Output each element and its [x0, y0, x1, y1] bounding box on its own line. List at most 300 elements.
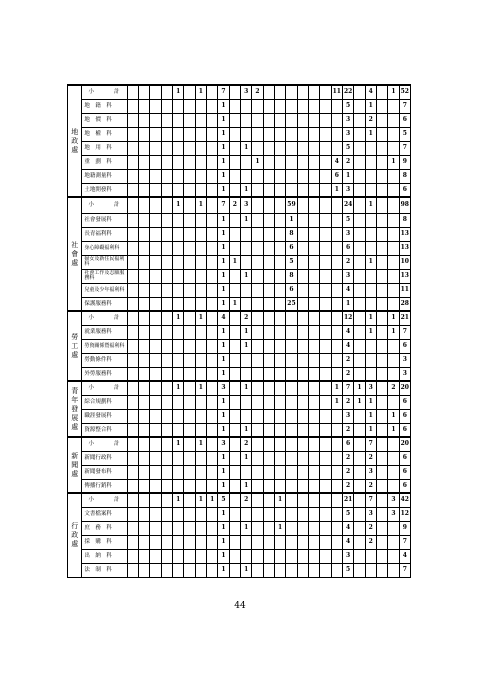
value-cell: [195, 183, 206, 197]
value-cell: [207, 339, 218, 353]
value-cell: [252, 549, 263, 563]
value-cell: [308, 493, 319, 507]
table-row: [68, 113, 411, 127]
value-cell: 2: [365, 479, 376, 493]
item-label: 綜合規劃科: [82, 395, 127, 409]
unit-label: 勞工處: [68, 311, 82, 381]
value-cell: 8: [399, 213, 410, 227]
value-cell: [308, 353, 319, 367]
value-cell: [184, 409, 195, 423]
item-label: 出 納 科: [82, 549, 127, 563]
value-cell: [286, 183, 297, 197]
value-cell: 1: [241, 423, 252, 437]
value-cell: [274, 409, 285, 423]
value-cell: [286, 493, 297, 507]
value-cell: [263, 437, 274, 451]
value-cell: [207, 563, 218, 577]
value-cell: [365, 283, 376, 297]
value-cell: [150, 213, 161, 227]
value-cell: [161, 437, 172, 451]
value-cell: [184, 283, 195, 297]
value-cell: [286, 507, 297, 521]
value-cell: 6: [399, 479, 410, 493]
value-cell: 11: [399, 283, 410, 297]
value-cell: [252, 113, 263, 127]
value-cell: [263, 549, 274, 563]
value-cell: 1: [218, 409, 229, 423]
value-cell: 1: [218, 141, 229, 155]
value-cell: [365, 297, 376, 311]
value-cell: [331, 563, 342, 577]
value-cell: [184, 395, 195, 409]
table-row: [68, 507, 411, 521]
value-cell: [184, 85, 195, 99]
value-cell: [252, 197, 263, 213]
value-cell: [308, 269, 319, 283]
value-cell: [308, 297, 319, 311]
subtotal-row: [68, 311, 411, 325]
item-label: 新聞發布科: [82, 465, 127, 479]
value-cell: [150, 507, 161, 521]
value-cell: [150, 127, 161, 141]
value-cell: [274, 297, 285, 311]
value-cell: [195, 227, 206, 241]
value-cell: [241, 169, 252, 183]
value-cell: 4: [342, 339, 353, 353]
value-cell: [286, 155, 297, 169]
value-cell: [297, 423, 308, 437]
value-cell: [388, 113, 399, 127]
value-cell: 1: [173, 85, 184, 99]
value-cell: [263, 269, 274, 283]
value-cell: [297, 325, 308, 339]
value-cell: [331, 227, 342, 241]
table-row: [68, 169, 411, 183]
value-cell: [308, 227, 319, 241]
value-cell: [263, 155, 274, 169]
value-cell: [308, 325, 319, 339]
value-cell: [365, 549, 376, 563]
value-cell: [252, 521, 263, 535]
value-cell: [139, 213, 150, 227]
value-cell: [173, 283, 184, 297]
value-cell: 1: [241, 521, 252, 535]
value-cell: [207, 479, 218, 493]
value-cell: [297, 395, 308, 409]
value-cell: [161, 85, 172, 99]
value-cell: [274, 479, 285, 493]
value-cell: [376, 183, 387, 197]
value-cell: 2: [365, 535, 376, 549]
unit-label: 地政處: [68, 85, 82, 197]
value-cell: [252, 213, 263, 227]
value-cell: [286, 339, 297, 353]
value-cell: [274, 353, 285, 367]
value-cell: 59: [286, 197, 297, 213]
table-row: [68, 183, 411, 197]
value-cell: 5: [218, 493, 229, 507]
value-cell: [139, 451, 150, 465]
value-cell: [320, 113, 331, 127]
value-cell: [127, 255, 138, 269]
value-cell: 1: [365, 127, 376, 141]
value-cell: [229, 85, 240, 99]
value-cell: [161, 213, 172, 227]
value-cell: 25: [286, 297, 297, 311]
value-cell: [184, 549, 195, 563]
item-label: 勞資關係暨福利科: [82, 339, 127, 353]
value-cell: [297, 535, 308, 549]
value-cell: [354, 549, 365, 563]
value-cell: [127, 465, 138, 479]
value-cell: [161, 155, 172, 169]
value-cell: 7: [399, 535, 410, 549]
value-cell: [207, 409, 218, 423]
value-cell: [229, 451, 240, 465]
value-cell: [308, 535, 319, 549]
value-cell: [331, 325, 342, 339]
value-cell: [365, 213, 376, 227]
value-cell: [286, 563, 297, 577]
value-cell: [331, 127, 342, 141]
value-cell: 3: [342, 183, 353, 197]
value-cell: [331, 465, 342, 479]
value-cell: [252, 99, 263, 113]
value-cell: [252, 127, 263, 141]
value-cell: 3: [365, 381, 376, 395]
value-cell: [139, 549, 150, 563]
value-cell: [354, 353, 365, 367]
value-cell: [150, 155, 161, 169]
value-cell: 6: [342, 241, 353, 255]
value-cell: [161, 325, 172, 339]
value-cell: [308, 437, 319, 451]
value-cell: [286, 367, 297, 381]
value-cell: [150, 353, 161, 367]
value-cell: [241, 255, 252, 269]
value-cell: [354, 113, 365, 127]
value-cell: [388, 353, 399, 367]
value-cell: [274, 113, 285, 127]
value-cell: 2: [252, 85, 263, 99]
value-cell: [263, 227, 274, 241]
value-cell: [286, 535, 297, 549]
value-cell: [139, 423, 150, 437]
value-cell: [207, 535, 218, 549]
item-label: 就業服務科: [82, 325, 127, 339]
value-cell: 1: [173, 311, 184, 325]
value-cell: 2: [342, 367, 353, 381]
value-cell: 9: [399, 521, 410, 535]
value-cell: [127, 535, 138, 549]
value-cell: [127, 99, 138, 113]
value-cell: [388, 297, 399, 311]
value-cell: [184, 213, 195, 227]
value-cell: [331, 339, 342, 353]
value-cell: [263, 169, 274, 183]
value-cell: 3: [399, 353, 410, 367]
value-cell: 1: [195, 493, 206, 507]
value-cell: [150, 241, 161, 255]
value-cell: [376, 213, 387, 227]
value-cell: [184, 255, 195, 269]
value-cell: [173, 99, 184, 113]
value-cell: [354, 451, 365, 465]
value-cell: [161, 549, 172, 563]
unit-label: 青年發展處: [68, 381, 82, 437]
value-cell: 2: [365, 521, 376, 535]
value-cell: [263, 325, 274, 339]
value-cell: [274, 241, 285, 255]
value-cell: [274, 311, 285, 325]
value-cell: [320, 311, 331, 325]
value-cell: 2: [342, 155, 353, 169]
value-cell: [161, 183, 172, 197]
value-cell: [388, 451, 399, 465]
value-cell: [161, 535, 172, 549]
value-cell: [150, 423, 161, 437]
table-row: [68, 297, 411, 311]
value-cell: [320, 549, 331, 563]
value-cell: [139, 283, 150, 297]
value-cell: [320, 521, 331, 535]
value-cell: [127, 493, 138, 507]
value-cell: [388, 339, 399, 353]
value-cell: [184, 241, 195, 255]
value-cell: 3: [342, 127, 353, 141]
value-cell: [184, 155, 195, 169]
value-cell: [320, 367, 331, 381]
value-cell: [354, 297, 365, 311]
value-cell: [184, 423, 195, 437]
value-cell: 2: [342, 353, 353, 367]
table-row: [68, 479, 411, 493]
value-cell: [195, 549, 206, 563]
value-cell: [195, 241, 206, 255]
value-cell: [173, 353, 184, 367]
value-cell: 7: [399, 325, 410, 339]
value-cell: 4: [342, 283, 353, 297]
value-cell: [320, 99, 331, 113]
value-cell: [184, 535, 195, 549]
value-cell: 1: [218, 563, 229, 577]
value-cell: [297, 339, 308, 353]
value-cell: [127, 141, 138, 155]
value-cell: [150, 395, 161, 409]
value-cell: [286, 549, 297, 563]
value-cell: [127, 451, 138, 465]
value-cell: [184, 507, 195, 521]
table-row: [68, 99, 411, 113]
value-cell: 2: [241, 493, 252, 507]
value-cell: [308, 339, 319, 353]
value-cell: [241, 155, 252, 169]
value-cell: 1: [218, 367, 229, 381]
value-cell: 6: [399, 409, 410, 423]
table-row: [68, 283, 411, 297]
value-cell: [161, 451, 172, 465]
value-cell: [184, 127, 195, 141]
subtotal-row: [68, 437, 411, 451]
value-cell: [331, 423, 342, 437]
value-cell: 21: [342, 493, 353, 507]
value-cell: [354, 197, 365, 213]
value-cell: 2: [342, 465, 353, 479]
unit-label: 新聞處: [68, 437, 82, 493]
value-cell: 13: [399, 269, 410, 283]
value-cell: 98: [399, 197, 410, 213]
value-cell: [297, 283, 308, 297]
value-cell: 1: [331, 381, 342, 395]
value-cell: [376, 297, 387, 311]
value-cell: [207, 197, 218, 213]
value-cell: [274, 339, 285, 353]
value-cell: [139, 155, 150, 169]
value-cell: [286, 99, 297, 113]
value-cell: [308, 465, 319, 479]
value-cell: [320, 241, 331, 255]
value-cell: [139, 183, 150, 197]
value-cell: [320, 465, 331, 479]
value-cell: [286, 409, 297, 423]
value-cell: [161, 507, 172, 521]
value-cell: [241, 465, 252, 479]
value-cell: [308, 311, 319, 325]
value-cell: 1: [365, 395, 376, 409]
value-cell: [184, 269, 195, 283]
value-cell: 5: [286, 255, 297, 269]
item-label: 法 制 科: [82, 563, 127, 577]
value-cell: [320, 213, 331, 227]
value-cell: [354, 227, 365, 241]
value-cell: [161, 367, 172, 381]
value-cell: [229, 381, 240, 395]
value-cell: [252, 283, 263, 297]
value-cell: [161, 99, 172, 113]
value-cell: [229, 269, 240, 283]
value-cell: [139, 325, 150, 339]
value-cell: [263, 127, 274, 141]
value-cell: [207, 451, 218, 465]
value-cell: [388, 255, 399, 269]
value-cell: [376, 113, 387, 127]
value-cell: [139, 507, 150, 521]
value-cell: [297, 437, 308, 451]
value-cell: 1: [365, 311, 376, 325]
value-cell: 4: [331, 155, 342, 169]
value-cell: [297, 183, 308, 197]
value-cell: [297, 85, 308, 99]
value-cell: 13: [399, 227, 410, 241]
value-cell: [173, 113, 184, 127]
value-cell: [229, 535, 240, 549]
value-cell: [354, 325, 365, 339]
value-cell: [252, 183, 263, 197]
value-cell: [308, 381, 319, 395]
value-cell: [161, 521, 172, 535]
value-cell: [127, 353, 138, 367]
value-cell: 1: [365, 423, 376, 437]
table-row: [68, 409, 411, 423]
value-cell: [365, 339, 376, 353]
value-cell: [127, 507, 138, 521]
value-cell: [229, 213, 240, 227]
value-cell: [252, 325, 263, 339]
table-row: [68, 465, 411, 479]
value-cell: 6: [399, 465, 410, 479]
value-cell: [161, 479, 172, 493]
page-number: 44: [234, 601, 246, 611]
value-cell: [207, 183, 218, 197]
value-cell: [320, 255, 331, 269]
value-cell: [286, 521, 297, 535]
value-cell: 7: [399, 563, 410, 577]
value-cell: [263, 85, 274, 99]
value-cell: [150, 563, 161, 577]
value-cell: [388, 465, 399, 479]
value-cell: [297, 127, 308, 141]
table-row: [68, 213, 411, 227]
value-cell: [308, 507, 319, 521]
value-cell: [161, 423, 172, 437]
value-cell: [161, 297, 172, 311]
value-cell: [229, 479, 240, 493]
item-label: 保護服務科: [82, 297, 127, 311]
value-cell: [376, 255, 387, 269]
value-cell: [173, 423, 184, 437]
value-cell: [320, 269, 331, 283]
value-cell: [365, 227, 376, 241]
value-cell: [331, 521, 342, 535]
value-cell: [308, 479, 319, 493]
value-cell: [252, 227, 263, 241]
value-cell: [365, 563, 376, 577]
value-cell: [139, 311, 150, 325]
value-cell: [127, 297, 138, 311]
value-cell: [320, 451, 331, 465]
value-cell: [354, 521, 365, 535]
value-cell: [286, 395, 297, 409]
value-cell: [331, 437, 342, 451]
value-cell: [184, 563, 195, 577]
value-cell: [263, 535, 274, 549]
value-cell: [286, 85, 297, 99]
value-cell: [139, 353, 150, 367]
value-cell: [354, 283, 365, 297]
value-cell: 7: [399, 141, 410, 155]
value-cell: [173, 521, 184, 535]
value-cell: [139, 85, 150, 99]
value-cell: 2: [342, 395, 353, 409]
value-cell: [127, 127, 138, 141]
value-cell: [229, 339, 240, 353]
value-cell: [150, 269, 161, 283]
value-cell: [286, 381, 297, 395]
value-cell: [173, 169, 184, 183]
value-cell: [297, 255, 308, 269]
value-cell: [263, 353, 274, 367]
value-cell: [161, 269, 172, 283]
value-cell: 28: [399, 297, 410, 311]
value-cell: 6: [342, 437, 353, 451]
value-cell: [127, 197, 138, 213]
value-cell: [286, 325, 297, 339]
value-cell: [365, 141, 376, 155]
value-cell: [297, 197, 308, 213]
value-cell: 1: [229, 297, 240, 311]
value-cell: [320, 183, 331, 197]
value-cell: [150, 113, 161, 127]
